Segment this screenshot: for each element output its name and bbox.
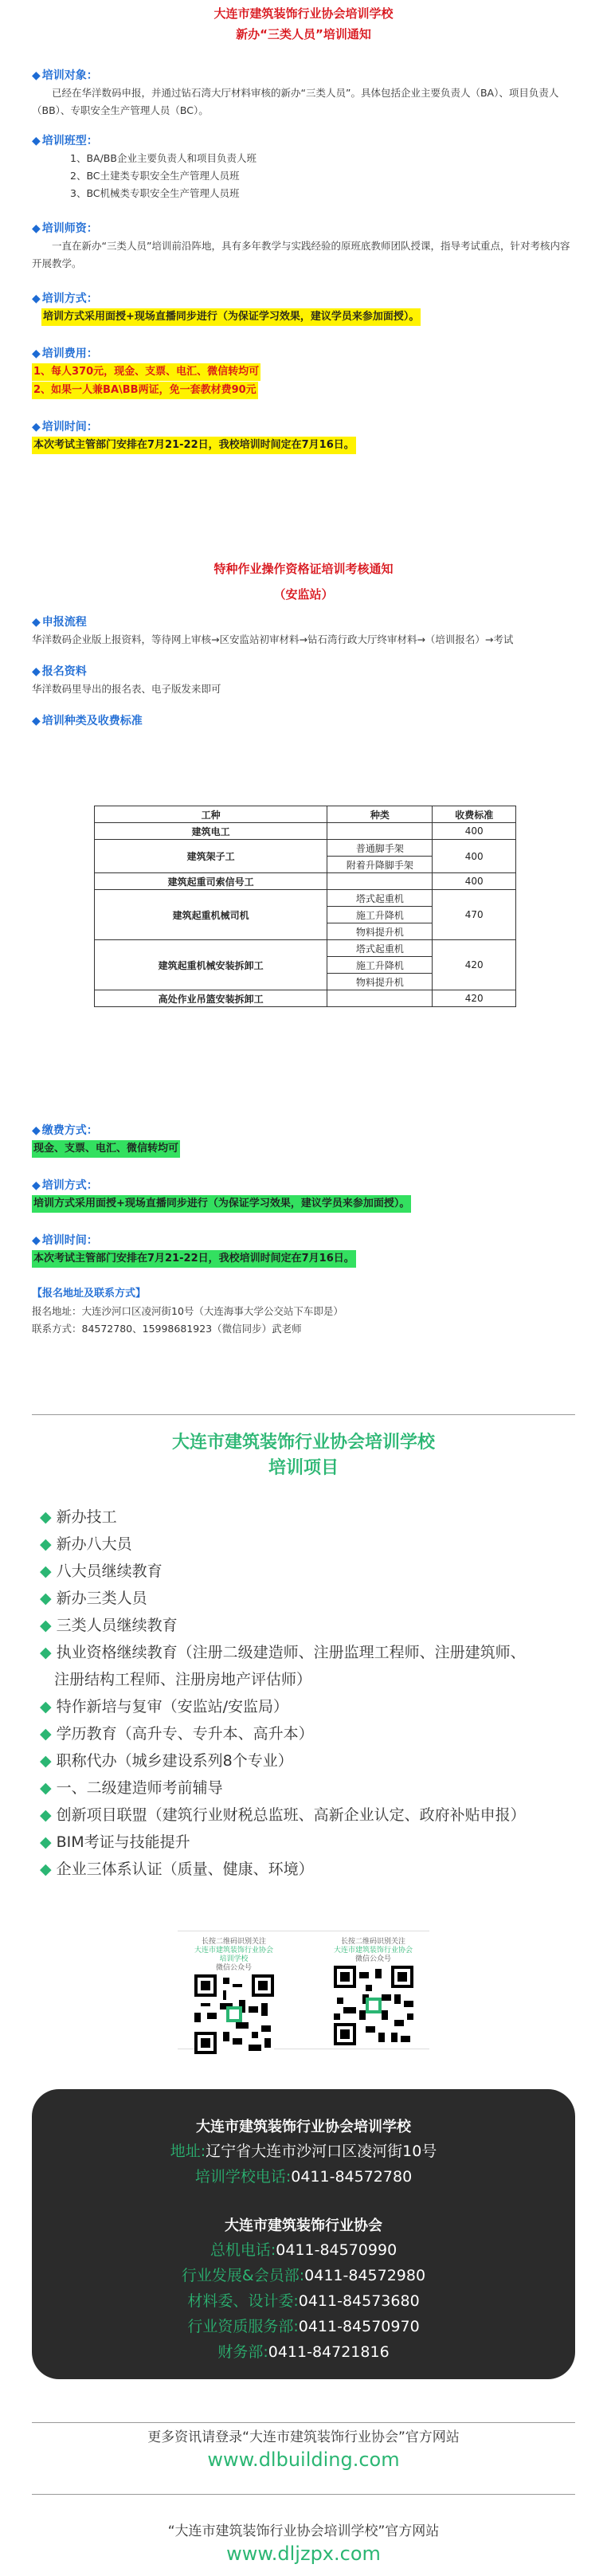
cell-fee: 400 bbox=[433, 840, 516, 873]
contact-card bbox=[32, 2089, 575, 2379]
method-text-2: 培训方式采用面授+现场直播同步进行（为保证学习效果，建议学员来参加面授）。 bbox=[32, 1195, 411, 1213]
cell-name: 建筑起重机械司机 bbox=[95, 890, 327, 940]
qr-caption: 大连市建筑装饰行业协会培训学校 bbox=[194, 1947, 273, 1963]
cell-kind: 普通脚手架 bbox=[327, 840, 433, 857]
heading-time-2: ◆ 培训时间： bbox=[32, 1232, 575, 1249]
qr-code-icon bbox=[334, 1966, 413, 2045]
heading-fee: ◆ 培训费用： bbox=[32, 345, 575, 363]
qr-caption: 大连市建筑装饰行业协会 bbox=[333, 1947, 413, 1955]
table-row bbox=[95, 990, 516, 1007]
heading-method-2: ◆ 培训方式： bbox=[32, 1177, 575, 1194]
table-header-row bbox=[95, 806, 516, 823]
list-item: ◆ 职称代办（城乡建设系列8个专业） bbox=[40, 1752, 293, 1770]
section-special-work-2 bbox=[0, 1108, 607, 1338]
projects-section bbox=[0, 1430, 607, 1883]
cell-fee: 420 bbox=[433, 940, 516, 990]
school-name: 大连市建筑装饰行业协会培训学校 bbox=[196, 2119, 411, 2135]
footer-text: 更多资讯请登录“大连市建筑装饰行业协会”官方网站 bbox=[147, 2429, 460, 2445]
heading-pay: ◆ 缴费方式： bbox=[32, 1122, 575, 1139]
list-item: ◆ 执业资格继续教育（注册二级建造师、注册监理工程师、注册建筑师、 bbox=[40, 1644, 526, 1661]
time-text: 本次考试主管部门安排在7月21-22日，我校培训时间定在7月16日。 bbox=[32, 437, 356, 454]
docs-text: 华洋数码里导出的报名表、电子版发来即可 bbox=[32, 683, 221, 695]
qr-caption: 长按二维码识别关注 bbox=[201, 1938, 266, 1946]
cell-fee: 400 bbox=[433, 873, 516, 890]
qr-caption: 微信公众号 bbox=[215, 1964, 252, 1972]
cell-fee: 420 bbox=[433, 990, 516, 1007]
list-item: ◆ 一、二级建造师考前辅导 bbox=[40, 1779, 223, 1797]
pay-text: 现金、支票、电汇、微信转均可 bbox=[32, 1140, 180, 1158]
divider bbox=[32, 2422, 575, 2423]
phone-line: 总机电话:0411-84570990 bbox=[210, 2241, 397, 2259]
list-item: ◆ 新办技工 bbox=[40, 1508, 117, 1526]
heading-flow: ◆ 申报流程 bbox=[32, 614, 575, 631]
heading-objects: ◆ 培训对象： bbox=[32, 67, 575, 84]
cell-empty bbox=[327, 873, 433, 890]
phone-line: 行业发展&会员部:0411-84572980 bbox=[181, 2267, 426, 2284]
teachers-text: 一直在新办“三类人员”培训前沿阵地，具有多年教学与实践经验的原班底教师团队授课，指导考试重点，针对考核内容开展教学。 bbox=[32, 240, 570, 269]
school-address: 地址:辽宁省大连市沙河口区凌河街10号 bbox=[170, 2143, 437, 2160]
qr-codes bbox=[178, 1931, 429, 2049]
qr-school[interactable] bbox=[192, 1938, 276, 2057]
projects-subtitle: 培训项目 bbox=[268, 1458, 339, 1478]
cell-fee: 470 bbox=[433, 890, 516, 940]
footer-link-school[interactable]: www.dljzpx.com bbox=[226, 2543, 381, 2565]
qr-caption: 微信公众号 bbox=[354, 1955, 391, 1963]
col-header-fee: 收费标准 bbox=[433, 806, 516, 823]
phone-line: 财务部:0411-84721816 bbox=[217, 2343, 390, 2361]
flow-text: 华洋数码企业版上报资料，等待网上审核→区安监站初审材料→钻石湾行政大厅终审材料→（培训报名）→考试 bbox=[32, 633, 514, 645]
divider bbox=[32, 2494, 575, 2495]
list-item: ◆ 学历教育（高升专、专升本、高升本） bbox=[40, 1725, 314, 1743]
cell-name: 建筑起重机械安装拆卸工 bbox=[95, 940, 327, 990]
cell-kind: 塔式起重机 bbox=[327, 890, 433, 907]
objects-text: 已经在华洋数码申报，并通过钻石湾大厅材料审核的新办“三类人员”。具体包括企业主要负责人（BA）、项目负责人（BB）、专职安全生产管理人员（BC）。 bbox=[32, 87, 559, 116]
class-item: 2、BC土建类专职安全生产管理人员班 bbox=[70, 170, 240, 182]
contact-address: 报名地址：大连沙河口区凌河街10号（大连海事大学公交站下车即是） bbox=[32, 1305, 343, 1317]
qr-association[interactable] bbox=[331, 1938, 415, 2049]
fee-table bbox=[94, 806, 516, 1007]
list-item-continued: 注册结构工程师、注册房地产评估师） bbox=[54, 1671, 312, 1688]
school-phone: 培训学校电话:0411-84572780 bbox=[194, 2168, 413, 2186]
col-header-type: 工种 bbox=[95, 806, 327, 823]
list-item: ◆ 新办三类人员 bbox=[40, 1590, 147, 1607]
fee-line-2: 2、如果一人兼BA\BB两证，免一套教材费90元 bbox=[32, 382, 258, 399]
cell-kind: 物料提升机 bbox=[327, 974, 433, 990]
contact-phone: 联系方式：84572780、15998681923（微信同步）武老师 bbox=[32, 1323, 302, 1335]
table-row bbox=[95, 940, 516, 957]
cell-fee: 400 bbox=[433, 823, 516, 840]
method-text: 培训方式采用面授+现场直播同步进行（为保证学习效果，建议学员来参加面授）。 bbox=[41, 308, 421, 326]
cell-name: 高处作业吊篮安装拆卸工 bbox=[95, 990, 327, 1007]
cell-kind: 施工升降机 bbox=[327, 957, 433, 974]
list-item: ◆ BIM考证与技能提升 bbox=[40, 1833, 190, 1851]
time-text-2: 本次考试主管部门安排在7月21-22日，我校培训时间定在7月16日。 bbox=[32, 1250, 356, 1268]
list-item: ◆ 三类人员继续教育 bbox=[40, 1617, 178, 1634]
special-work-subtitle: （安监站） bbox=[273, 587, 334, 602]
list-item: ◆ 八大员继续教育 bbox=[40, 1562, 163, 1580]
class-item: 3、BC机械类专职安全生产管理人员班 bbox=[70, 187, 240, 199]
heading-docs: ◆ 报名资料 bbox=[32, 663, 575, 680]
fee-line-1: 1、每人370元，现金、支票、电汇、微信转均可 bbox=[32, 363, 260, 381]
table-row bbox=[95, 823, 516, 840]
table-row bbox=[95, 840, 516, 857]
cell-name: 建筑起重司索信号工 bbox=[95, 873, 327, 890]
special-work-title: 特种作业操作资格证培训考核通知 bbox=[213, 562, 394, 576]
cell-empty bbox=[327, 990, 433, 1007]
heading-classes: ◆ 培训班型： bbox=[32, 132, 575, 150]
page-subtitle: 新办“三类人员”培训通知 bbox=[236, 27, 371, 41]
cell-name: 建筑电工 bbox=[95, 823, 327, 840]
table-row bbox=[95, 873, 516, 890]
cell-name: 建筑架子工 bbox=[95, 840, 327, 873]
phone-line: 行业资质服务部:0411-84570970 bbox=[187, 2318, 420, 2335]
list-item: ◆ 企业三体系认证（质量、健康、环境） bbox=[40, 1860, 314, 1878]
association-name: 大连市建筑装饰行业协会 bbox=[225, 2217, 382, 2234]
qr-caption: 长按二维码识别关注 bbox=[340, 1938, 405, 1946]
heading-time: ◆ 培训时间： bbox=[32, 418, 575, 436]
col-header-kind: 种类 bbox=[327, 806, 433, 823]
class-item: 1、BA/BB企业主要负责人和项目负责人班 bbox=[70, 152, 257, 164]
contact-heading: 【报名地址及联系方式】 bbox=[32, 1288, 147, 1300]
cell-kind: 塔式起重机 bbox=[327, 940, 433, 957]
cell-kind: 施工升降机 bbox=[327, 907, 433, 923]
heading-teachers: ◆ 培训师资： bbox=[32, 220, 575, 237]
list-item: ◆ 创新项目联盟（建筑行业财税总监班、高新企业认定、政府补贴申报） bbox=[40, 1806, 526, 1824]
section-special-work bbox=[0, 599, 607, 730]
cell-kind: 物料提升机 bbox=[327, 923, 433, 940]
cell-empty bbox=[327, 823, 433, 840]
qr-code-icon bbox=[194, 1974, 274, 2054]
heading-fee-table: ◆ 培训种类及收费标准 bbox=[32, 712, 575, 730]
cell-kind: 附着升降脚手架 bbox=[327, 857, 433, 873]
heading-method: ◆ 培训方式： bbox=[32, 290, 575, 308]
page-title: 大连市建筑装饰行业协会培训学校 bbox=[213, 6, 394, 21]
divider bbox=[32, 1414, 575, 1415]
list-item: ◆ 特作新培与复审（安监站/安监局） bbox=[40, 1698, 289, 1715]
table-row bbox=[95, 890, 516, 907]
projects-title: 大连市建筑装饰行业协会培训学校 bbox=[171, 1433, 435, 1453]
footer-link-association[interactable]: www.dlbuilding.com bbox=[207, 2449, 400, 2471]
phone-line: 材料委、设计委:0411-84573680 bbox=[187, 2292, 420, 2310]
section-three-types bbox=[0, 53, 607, 454]
footer-text: “大连市建筑装饰行业协会培训学校”官方网站 bbox=[167, 2523, 440, 2539]
list-item: ◆ 新办八大员 bbox=[40, 1535, 132, 1553]
